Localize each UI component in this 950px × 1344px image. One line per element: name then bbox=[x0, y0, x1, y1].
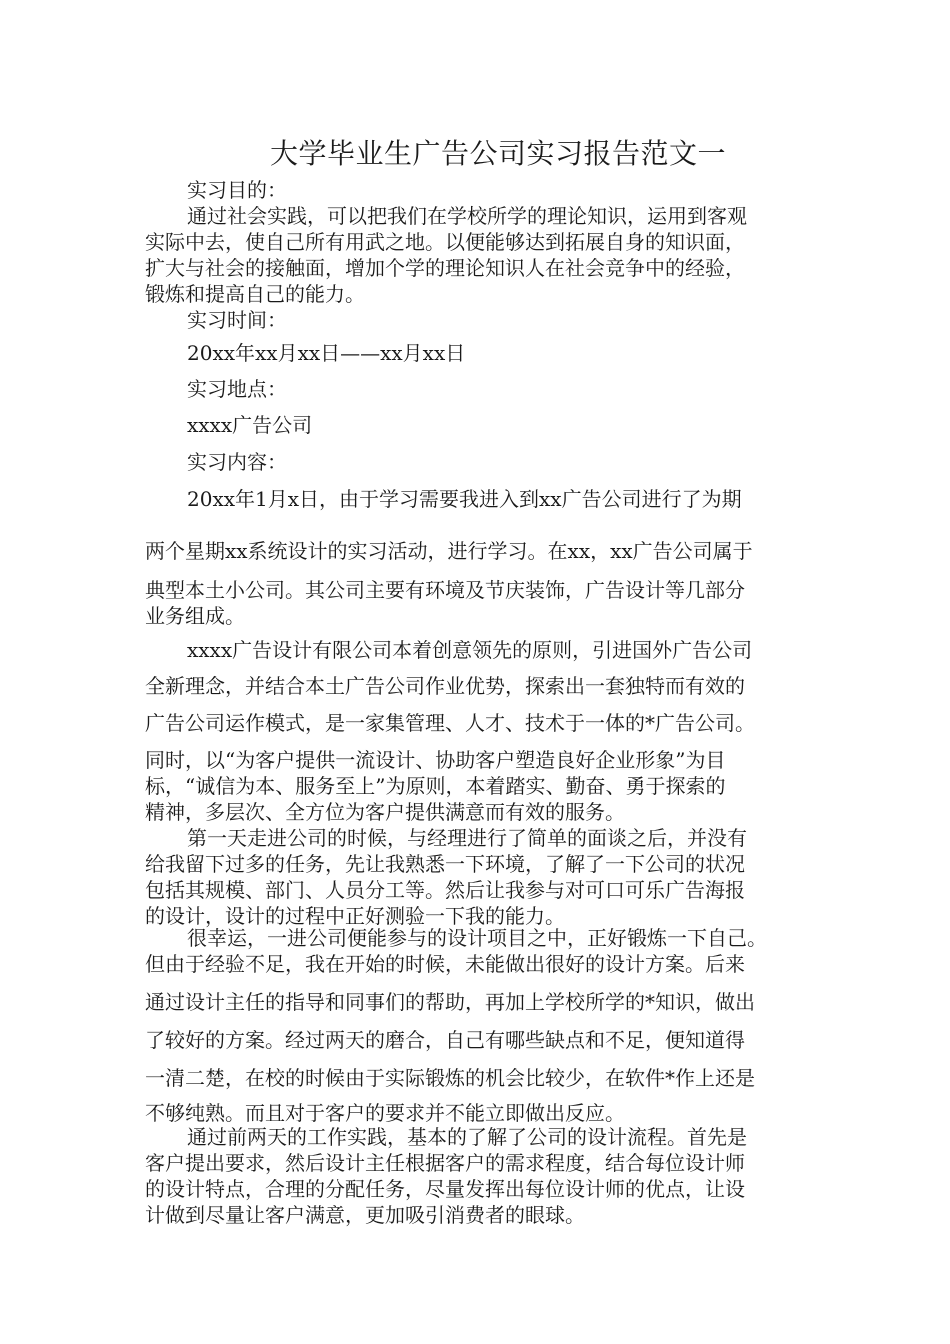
paragraph-line: 全新理念，并结合本土广告公司作业优势，探索出一套独特而有效的 bbox=[145, 674, 745, 698]
paragraph-line: 第一天走进公司的时候，与经理进行了简单的面谈之后，并没有 bbox=[187, 826, 747, 850]
paragraph-line: 20xx年1月x日，由于学习需要我进入到xx广告公司进行了为期 bbox=[187, 487, 742, 511]
paragraph-line: 通过社会实践，可以把我们在学校所学的理论知识，运用到客观 bbox=[187, 204, 747, 228]
section-heading-content: 实习内容： bbox=[187, 450, 287, 474]
paragraph-line: 业务组成。 bbox=[145, 604, 245, 628]
paragraph-line: 同时，以“为客户提供一流设计、协助客户塑造良好企业形象”为目 bbox=[145, 748, 726, 772]
paragraph-line: xxxx广告公司 bbox=[187, 413, 313, 437]
section-heading-purpose: 实习目的： bbox=[187, 178, 287, 202]
paragraph-line: 但由于经验不足，我在开始的时候，未能做出很好的设计方案。后来 bbox=[145, 952, 745, 976]
paragraph-line: 的设计特点，合理的分配任务，尽量发挥出每位设计师的优点，让设 bbox=[145, 1177, 745, 1201]
paragraph-line: 标，“诚信为本、服务至上”为原则，本着踏实、勤奋、勇于探索的 bbox=[145, 774, 726, 798]
paragraph-line: 通过前两天的工作实践，基本的了解了公司的设计流程。首先是 bbox=[187, 1125, 747, 1149]
paragraph-line: 扩大与社会的接触面，增加个学的理论知识人在社会竞争中的经验， bbox=[145, 256, 745, 280]
paragraph-line: 的设计，设计的过程中正好测验一下我的能力。 bbox=[145, 904, 565, 928]
paragraph-line: 两个星期xx系统设计的实习活动，进行学习。在xx，xx广告公司属于 bbox=[145, 539, 753, 563]
paragraph-line: 精神，多层次、全方位为客户提供满意而有效的服务。 bbox=[145, 800, 625, 824]
paragraph-line: 典型本土小公司。其公司主要有环境及节庆装饰，广告设计等几部分 bbox=[145, 578, 745, 602]
section-heading-time: 实习时间： bbox=[187, 308, 287, 332]
paragraph-line: 计做到尽量让客户满意，更加吸引消费者的眼球。 bbox=[145, 1203, 585, 1227]
paragraph-line: 实际中去，使自己所有用武之地。以便能够达到拓展自身的知识面， bbox=[145, 230, 745, 254]
paragraph-line: 给我留下过多的任务，先让我熟悉一下环境，了解了一下公司的状况 bbox=[145, 852, 745, 876]
paragraph-line: 广告公司运作模式，是一家集管理、人才、技术于一体的*广告公司。 bbox=[145, 711, 755, 735]
paragraph-line: 很幸运，一进公司便能参与的设计项目之中，正好锻炼一下自己。 bbox=[187, 926, 767, 950]
paragraph-line: 锻炼和提高自己的能力。 bbox=[145, 282, 365, 306]
section-heading-location: 实习地点： bbox=[187, 377, 287, 401]
document-title: 大学毕业生广告公司实习报告范文一 bbox=[270, 137, 727, 170]
paragraph-line: 了较好的方案。经过两天的磨合，自己有哪些缺点和不足，便知道得 bbox=[145, 1028, 745, 1052]
paragraph-line: xxxx广告设计有限公司本着创意领先的原则，引进国外广告公司 bbox=[187, 638, 753, 662]
paragraph-line: 客户提出要求，然后设计主任根据客户的需求程度，结合每位设计师 bbox=[145, 1151, 745, 1175]
paragraph-line: 包括其规模、部门、人员分工等。然后让我参与对可口可乐广告海报 bbox=[145, 878, 745, 902]
paragraph-line: 不够纯熟。而且对于客户的要求并不能立即做出反应。 bbox=[145, 1101, 625, 1125]
paragraph-line: 通过设计主任的指导和同事们的帮助，再加上学校所学的*知识，做出 bbox=[145, 990, 755, 1014]
paragraph-line: 20xx年xx月xx日——xx月xx日 bbox=[187, 341, 466, 365]
paragraph-line: 一清二楚，在校的时候由于实际锻炼的机会比较少，在软件*作上还是 bbox=[145, 1066, 755, 1090]
